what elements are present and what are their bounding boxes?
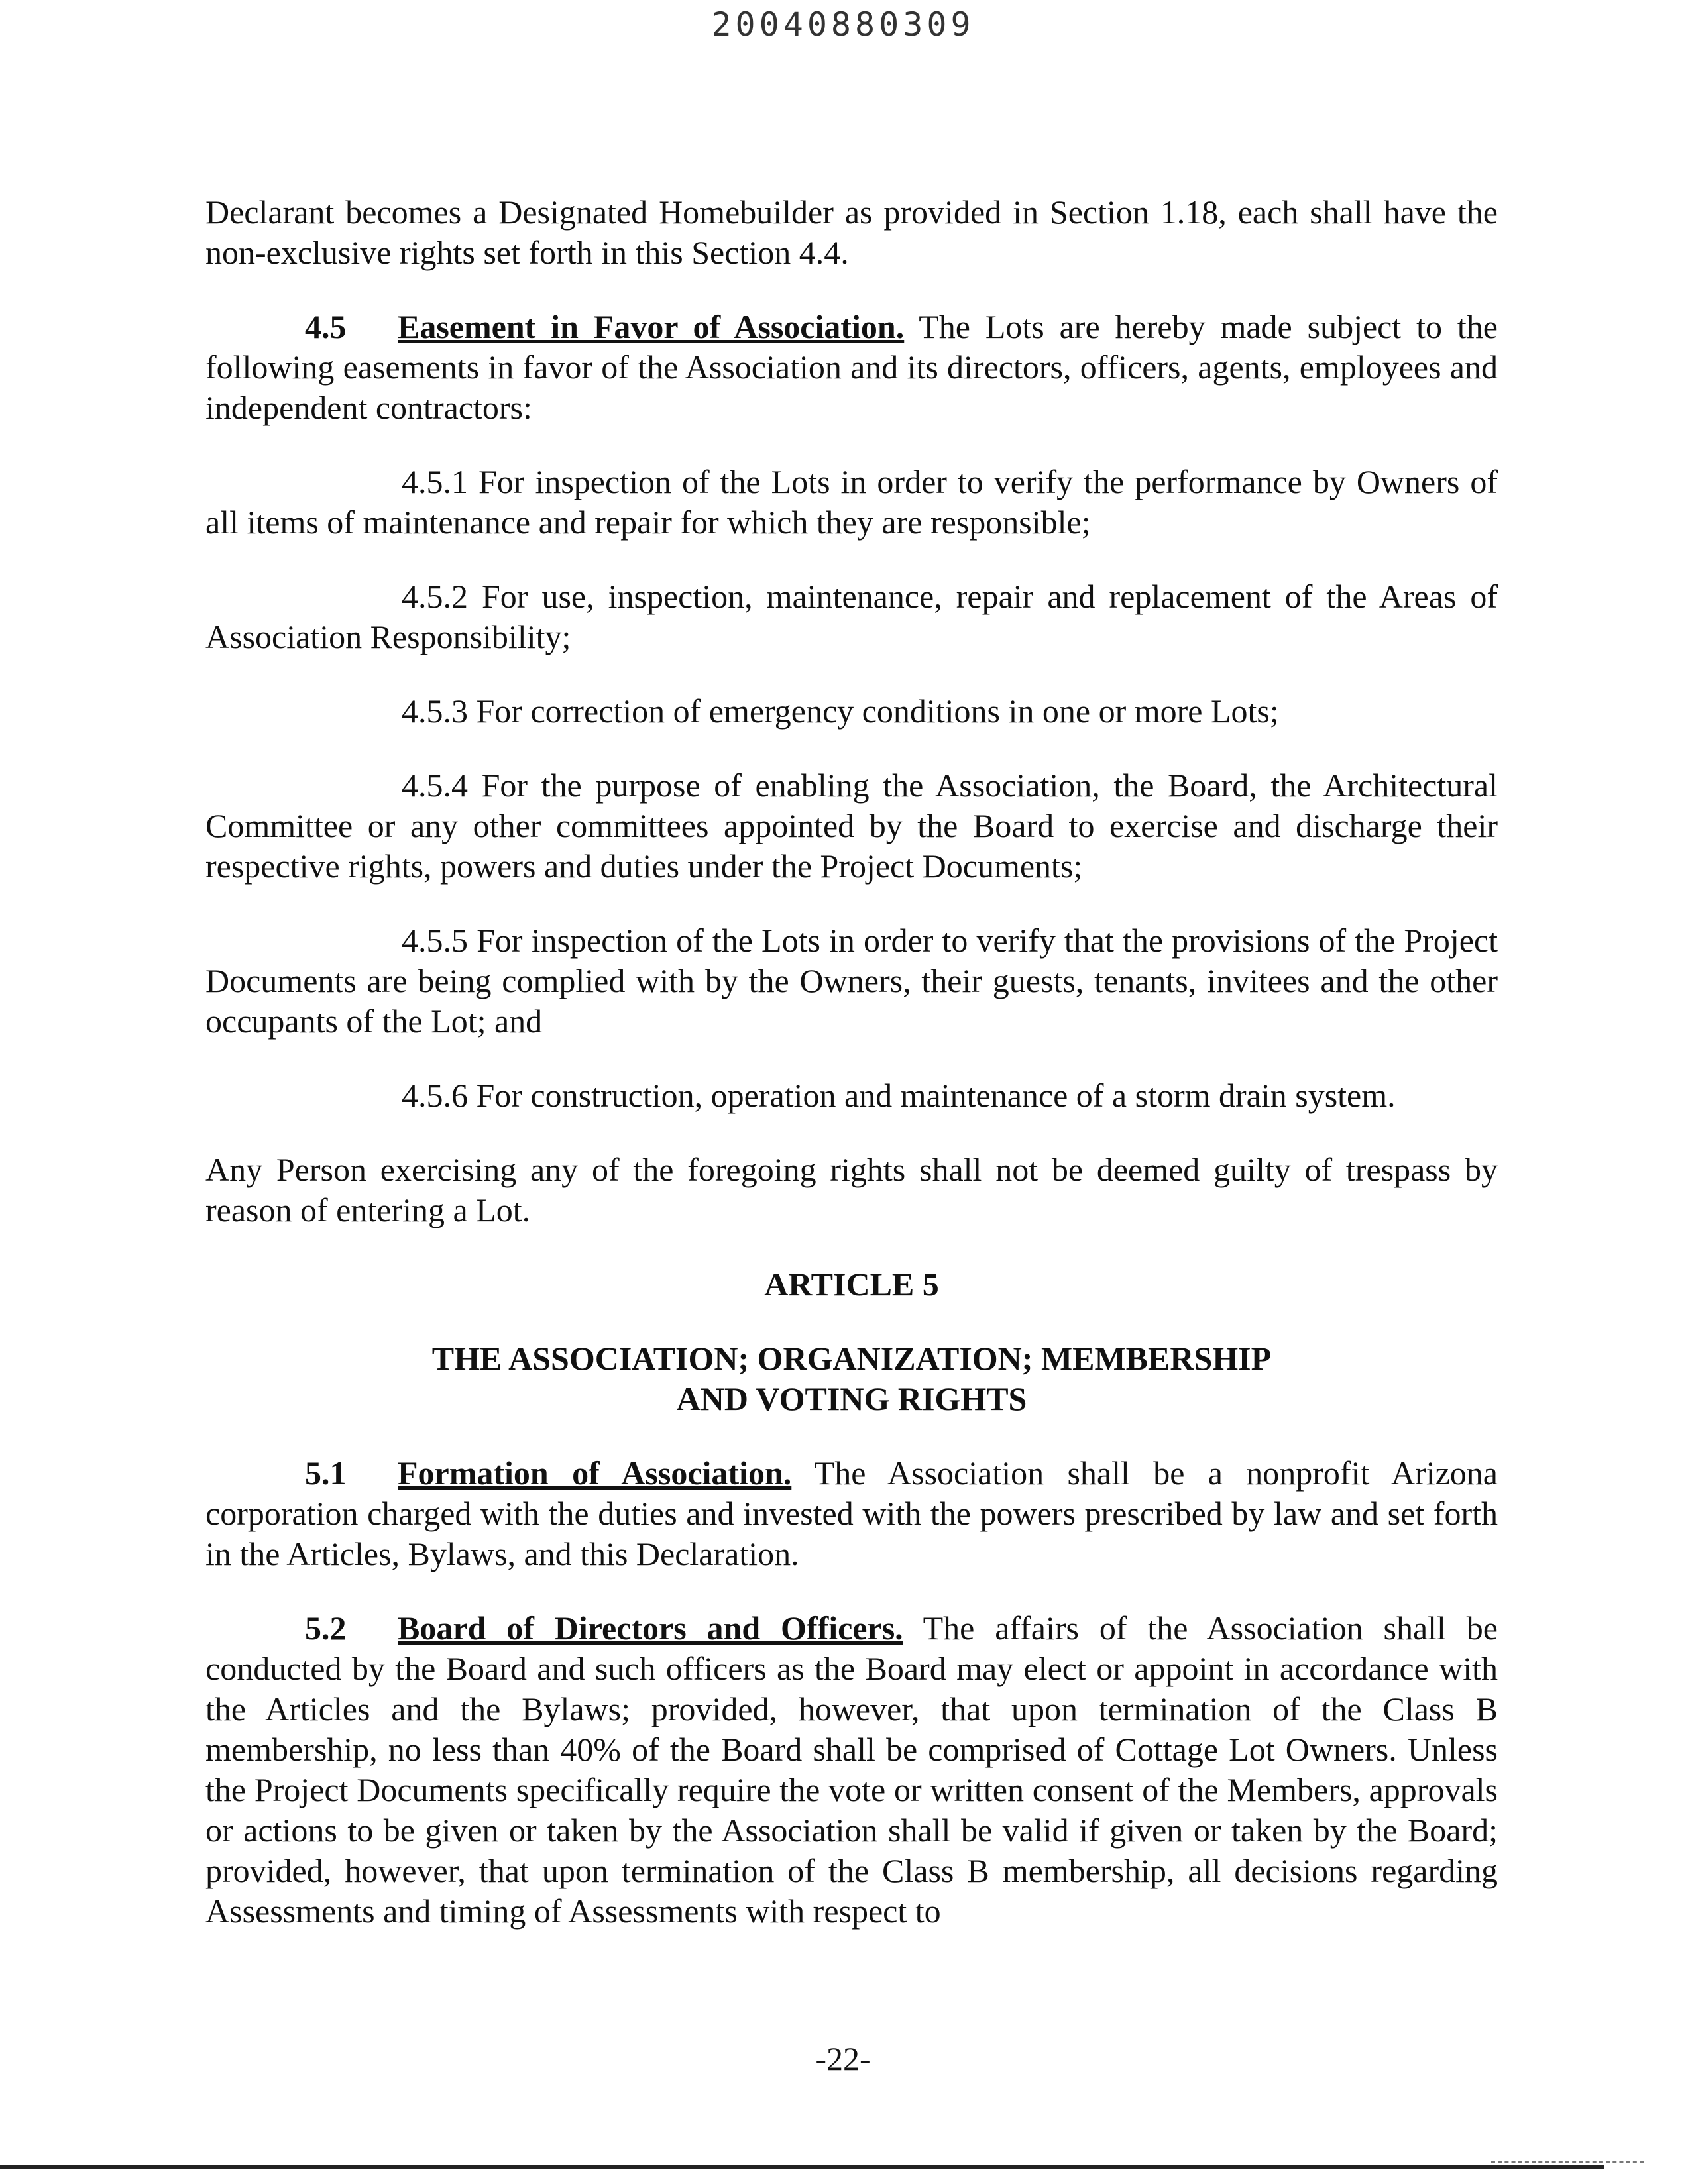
- section-4-5: [205, 307, 1498, 428]
- document-body: [205, 192, 1498, 1932]
- section-number: 5.2: [305, 1610, 347, 1647]
- section-heading: Easement in Favor of Association.: [398, 308, 905, 345]
- subsection-4-5-5: 4.5.5 For inspection of the Lots in order to verify that the provisions of the Project Documents are being complied with by the Owners, their guests, tenants, invitees and the other occupants of the Lot; and: [205, 922, 1498, 1040]
- subsection-4-5-3: 4.5.3 For correction of emergency conditions in one or more Lots;: [402, 692, 1279, 730]
- section-text: The Lots are hereby made subject to the following easements in favor of the Association and its directors, officers, agents, employees and independent contractors:: [205, 308, 1498, 426]
- article-title-line-1: THE ASSOCIATION; ORGANIZATION; MEMBERSHIP: [431, 1340, 1272, 1377]
- section-number: 4.5: [305, 308, 347, 345]
- section-heading: Formation of Association.: [398, 1454, 792, 1492]
- paragraph-any-person: Any Person exercising any of the foregoing rights shall not be deemed guilty of trespass by reason of entering a Lot.: [205, 1151, 1498, 1228]
- section-5-1: [205, 1453, 1498, 1574]
- bottom-rule: [0, 2165, 1604, 2169]
- recording-number: 20040880309: [711, 5, 975, 44]
- section-text: The affairs of the Association shall be conducted by the Board and such officers as the Board may elect or appoint in accordance with the Articles and the Bylaws; provided, however, that upon termination of the Class B membership, no less than 40% of the Board shall be comprised of Cottage Lot Owners. Unless the Project Documents specifically require the vote or written consent of the Members, approvals or actions to be given or taken by the Association shall be valid if given or taken by the Board; provided, however, that upon termination of the Class B membership, all decisions regarding Assessments and timing of Assessments with respect to: [205, 1610, 1498, 1930]
- section-heading: Board of Directors and Officers.: [398, 1610, 903, 1647]
- section-text: The Association shall be a nonprofit Arizona corporation charged with the duties and invested with the powers prescribed by law and set forth in the Articles, Bylaws, and this Declaration.: [205, 1454, 1498, 1572]
- subsection-4-5-1: 4.5.1 For inspection of the Lots in order to verify the performance by Owners of all items of maintenance and repair for which they are responsible;: [205, 463, 1498, 541]
- article-title-line-2: AND VOTING RIGHTS: [676, 1380, 1027, 1417]
- section-5-2: [205, 1608, 1498, 1932]
- subsection-4-5-6: 4.5.6 For construction, operation and maintenance of a storm drain system.: [402, 1077, 1396, 1114]
- section-number: 5.1: [305, 1454, 347, 1492]
- page-number: -22-: [815, 2040, 871, 2077]
- subsection-4-5-4: 4.5.4 For the purpose of enabling the Association, the Board, the Architectural Committee or any other committees appointed by the Board to exercise and discharge their respective rights, powers and duties under the Project Documents;: [205, 767, 1498, 885]
- bottom-dash-line: [1491, 2161, 1644, 2163]
- paragraph-continued: Declarant becomes a Designated Homebuilder as provided in Section 1.18, each shall have the non-exclusive rights set forth in this Section 4.4.: [205, 193, 1498, 271]
- article-label: ARTICLE 5: [764, 1266, 939, 1303]
- subsection-4-5-2: 4.5.2 For use, inspection, maintenance, repair and replacement of the Areas of Association Responsibility;: [205, 578, 1498, 655]
- article-title: [205, 1338, 1498, 1419]
